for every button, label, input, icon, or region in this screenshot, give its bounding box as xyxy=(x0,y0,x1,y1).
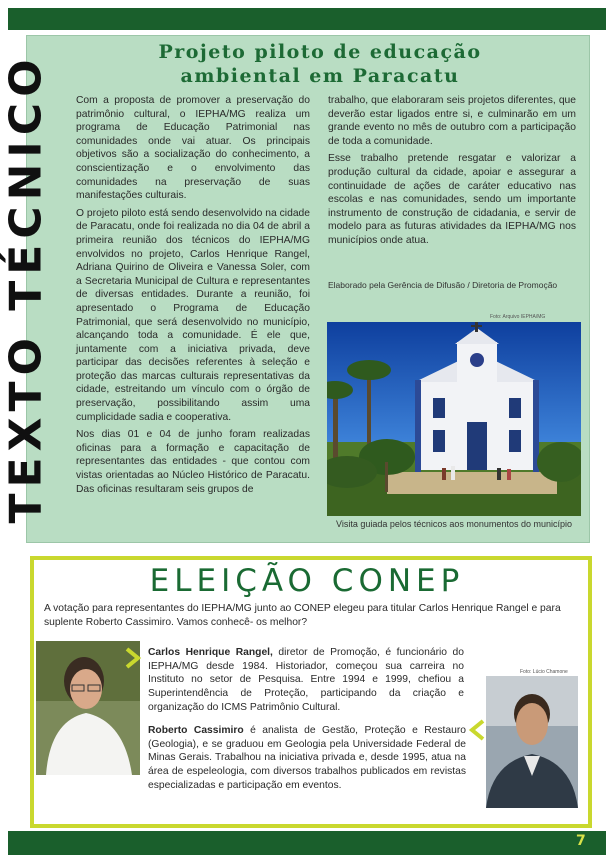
section-label-vertical xyxy=(0,38,54,538)
paragraph: trabalho, que elaboraram seis projetos diferentes, que deverão estar ligados entre si, e culminarão em um grande evento no mês de outubro com a participação de toda a comunidade. xyxy=(328,95,576,147)
portrait-roberto xyxy=(486,676,578,808)
article-credit: Elaborado pela Gerência de Difusão / Diretoria de Promoção xyxy=(328,280,558,290)
paragraph: Esse trabalho pretende resgatar e valorizar a produção cultural da cidade, apoiar e assegurar a continuidade de ações de caráter educativo nas escolas e nas comunidades, sendo um importante instrumento de construção de cidadania, e servir de modelo para as futuras atividades da IEPHA/MG nos municípios onde atua. xyxy=(328,153,576,246)
article-column-right xyxy=(328,94,576,252)
chevron-left-icon xyxy=(466,719,486,741)
section-label: TEXTO TÉCNICO xyxy=(0,53,52,523)
article-title-line2: ambiental em Paracatu xyxy=(180,65,460,87)
bio-name: Carlos Henrique Rangel, xyxy=(148,647,273,658)
chevron-right-icon xyxy=(124,647,144,669)
top-bar xyxy=(8,8,606,30)
bio-text: diretor de Promoção, é funcionário do IEPHA/MG desde 1984. Historiador, começou sua carreira no Instituto no setor de Pesquisa. Entre 1994 e 1999, chefiou a Superintendência de Proteção, participando da criação e organização do ICMS Patrimônio Cultural. xyxy=(148,647,464,713)
paragraph: Nos dias 01 e 04 de junho foram realizadas oficinas para a formação e capacitação de representantes das entidades - que contou com vistas orientadas ao Núcleo Histórico de Paracatu. Das oficinas resultaram seis grupos de xyxy=(76,429,310,495)
election-title: ELEIÇÃO CONEP xyxy=(149,563,465,599)
article-column-left xyxy=(76,94,310,500)
article-title-line1: Projeto piloto de educação xyxy=(158,41,482,63)
paragraph: O projeto piloto está sendo desenvolvido na cidade de Paracatu, onde foi realizada no dia 04 de abril a primeira reunião dos técnicos do IEPHA/MG envolvidos no projeto, Carlos Henrique Rangel, Adriana Quirino de Oliveira e Vanessa Soler, com a Secretaria Municipal de Cultura e representantes de diversas entidades. Durante a reunião, foi apresentado o Programa de Educação Patrimonial, que será desenvolvido no município, alcançando toda a comunidade. É ele que, juntamente com a iniciativa privada, deve participar das decisões referentes à seleção e proteção das marcas culturais representativas da cidade, estreitando um vínculo com o órgão de preservação, possibilitando assim uma cumplicidade sadia e cooperativa. xyxy=(76,207,310,423)
bio-carlos xyxy=(148,646,464,715)
paragraph: Com a proposta de promover a preservação do patrimônio cultural, o IEPHA/MG realiza um programa de Educação Patrimonial nas comunidades onde vai atuar. Os principais objetivos são a socialização do conhecimento, a conscientização e o envolvimento das comunidades na preservação de suas manifestações culturais. xyxy=(76,95,310,202)
bio-text: é analista de Gestão, Proteção e Restauro (Geologia), e se graduou em Geologia pela Universidade Federal de Minas Gerais. Trabalhou na iniciativa privada e, desde 1995, atua na área de espeleologia, com diversos trabalhos publicados em revistas especializadas e participação em eventos. xyxy=(148,725,466,791)
portrait-credit: Foto: Lúcio Chamone xyxy=(520,669,568,675)
bottom-bar xyxy=(8,831,606,855)
election-intro: A votação para representantes do IEPHA/MG junto ao CONEP elegeu para titular Carlos Henrique Rangel e para suplente Roberto Cassimiro. Vamos conhecê- os melhor? xyxy=(44,603,561,628)
church-photo xyxy=(327,322,581,516)
article-title xyxy=(100,40,540,88)
page-number: 7 xyxy=(576,833,586,849)
bio-roberto xyxy=(148,724,466,793)
bio-name: Roberto Cassimiro xyxy=(148,725,244,736)
photo-caption: Visita guiada pelos técnicos aos monumentos do município xyxy=(336,519,572,529)
photo-credit: Foto: Arquivo IEPHA/MG xyxy=(490,314,546,320)
